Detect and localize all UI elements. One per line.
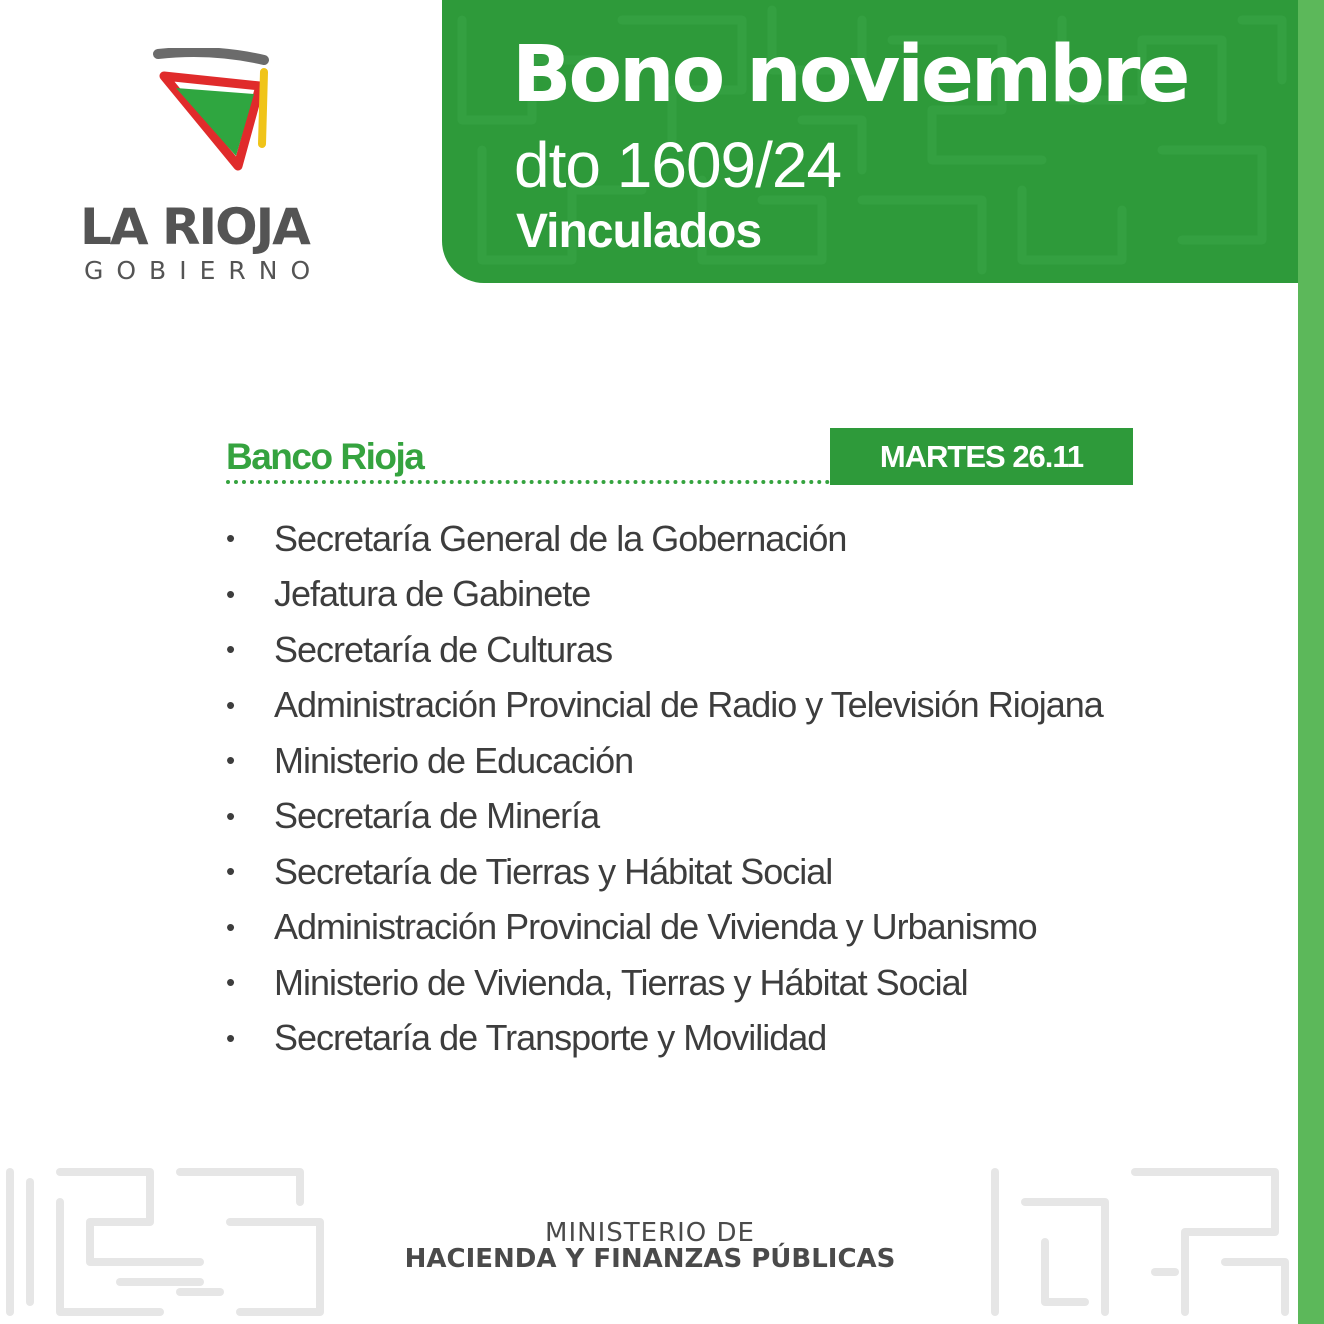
bullet-icon: •	[226, 689, 235, 720]
logo-wordmark: LA RIOJA	[80, 198, 309, 256]
bank-label: Banco Rioja	[226, 436, 424, 477]
list-item	[226, 789, 1103, 845]
list-item	[226, 622, 1103, 678]
right-accent-stripe	[1298, 0, 1324, 1324]
list-item	[226, 955, 1103, 1011]
ministry-name: HACIENDA Y FINANZAS PÚBLICAS	[404, 1244, 896, 1274]
organization-list	[226, 511, 1103, 1066]
bullet-icon: •	[226, 523, 235, 554]
organization-name: Jefatura de Gabinete	[274, 573, 591, 615]
date-badge: MARTES 26.11	[830, 428, 1133, 485]
organization-name: Secretaría de Culturas	[274, 628, 613, 670]
bullet-icon: •	[226, 634, 235, 665]
list-item	[226, 900, 1103, 956]
bullet-icon: •	[226, 745, 235, 776]
audience-tagline: Vinculados	[516, 205, 762, 258]
page-title: Bono noviembre	[512, 30, 1188, 120]
bullet-icon: •	[226, 856, 235, 887]
bullet-icon: •	[226, 578, 235, 609]
list-item	[226, 511, 1103, 567]
ministry-label: MINISTERIO DE	[545, 1218, 755, 1248]
list-item	[226, 567, 1103, 623]
organization-name: Secretaría de Transporte y Movilidad	[274, 1017, 827, 1059]
organization-name: Ministerio de Vivienda, Tierras y Hábitat Social	[274, 961, 968, 1003]
organization-name: Secretaría de Tierras y Hábitat Social	[274, 850, 833, 892]
bullet-icon: •	[226, 967, 235, 998]
header-banner	[442, 0, 1298, 283]
organization-name: Secretaría de Minería	[274, 795, 600, 837]
organization-name: Administración Provincial de Vivienda y Urbanismo	[274, 906, 1037, 948]
list-item	[226, 678, 1103, 734]
list-item	[226, 1011, 1103, 1067]
la-rioja-triangle-logo-icon	[152, 48, 274, 172]
organization-name: Administración Provincial de Radio y Televisión Riojana	[274, 684, 1103, 726]
organization-name: Ministerio de Educación	[274, 739, 634, 781]
bullet-icon: •	[226, 1022, 235, 1053]
organization-name: Secretaría General de la Gobernación	[274, 517, 847, 559]
bullet-icon: •	[226, 800, 235, 831]
list-item	[226, 733, 1103, 789]
decree-number: dto 1609/24	[514, 129, 842, 201]
dotted-divider	[226, 480, 830, 484]
list-item	[226, 844, 1103, 900]
logo-subtitle: GOBIERNO	[84, 256, 324, 285]
bullet-icon: •	[226, 911, 235, 942]
